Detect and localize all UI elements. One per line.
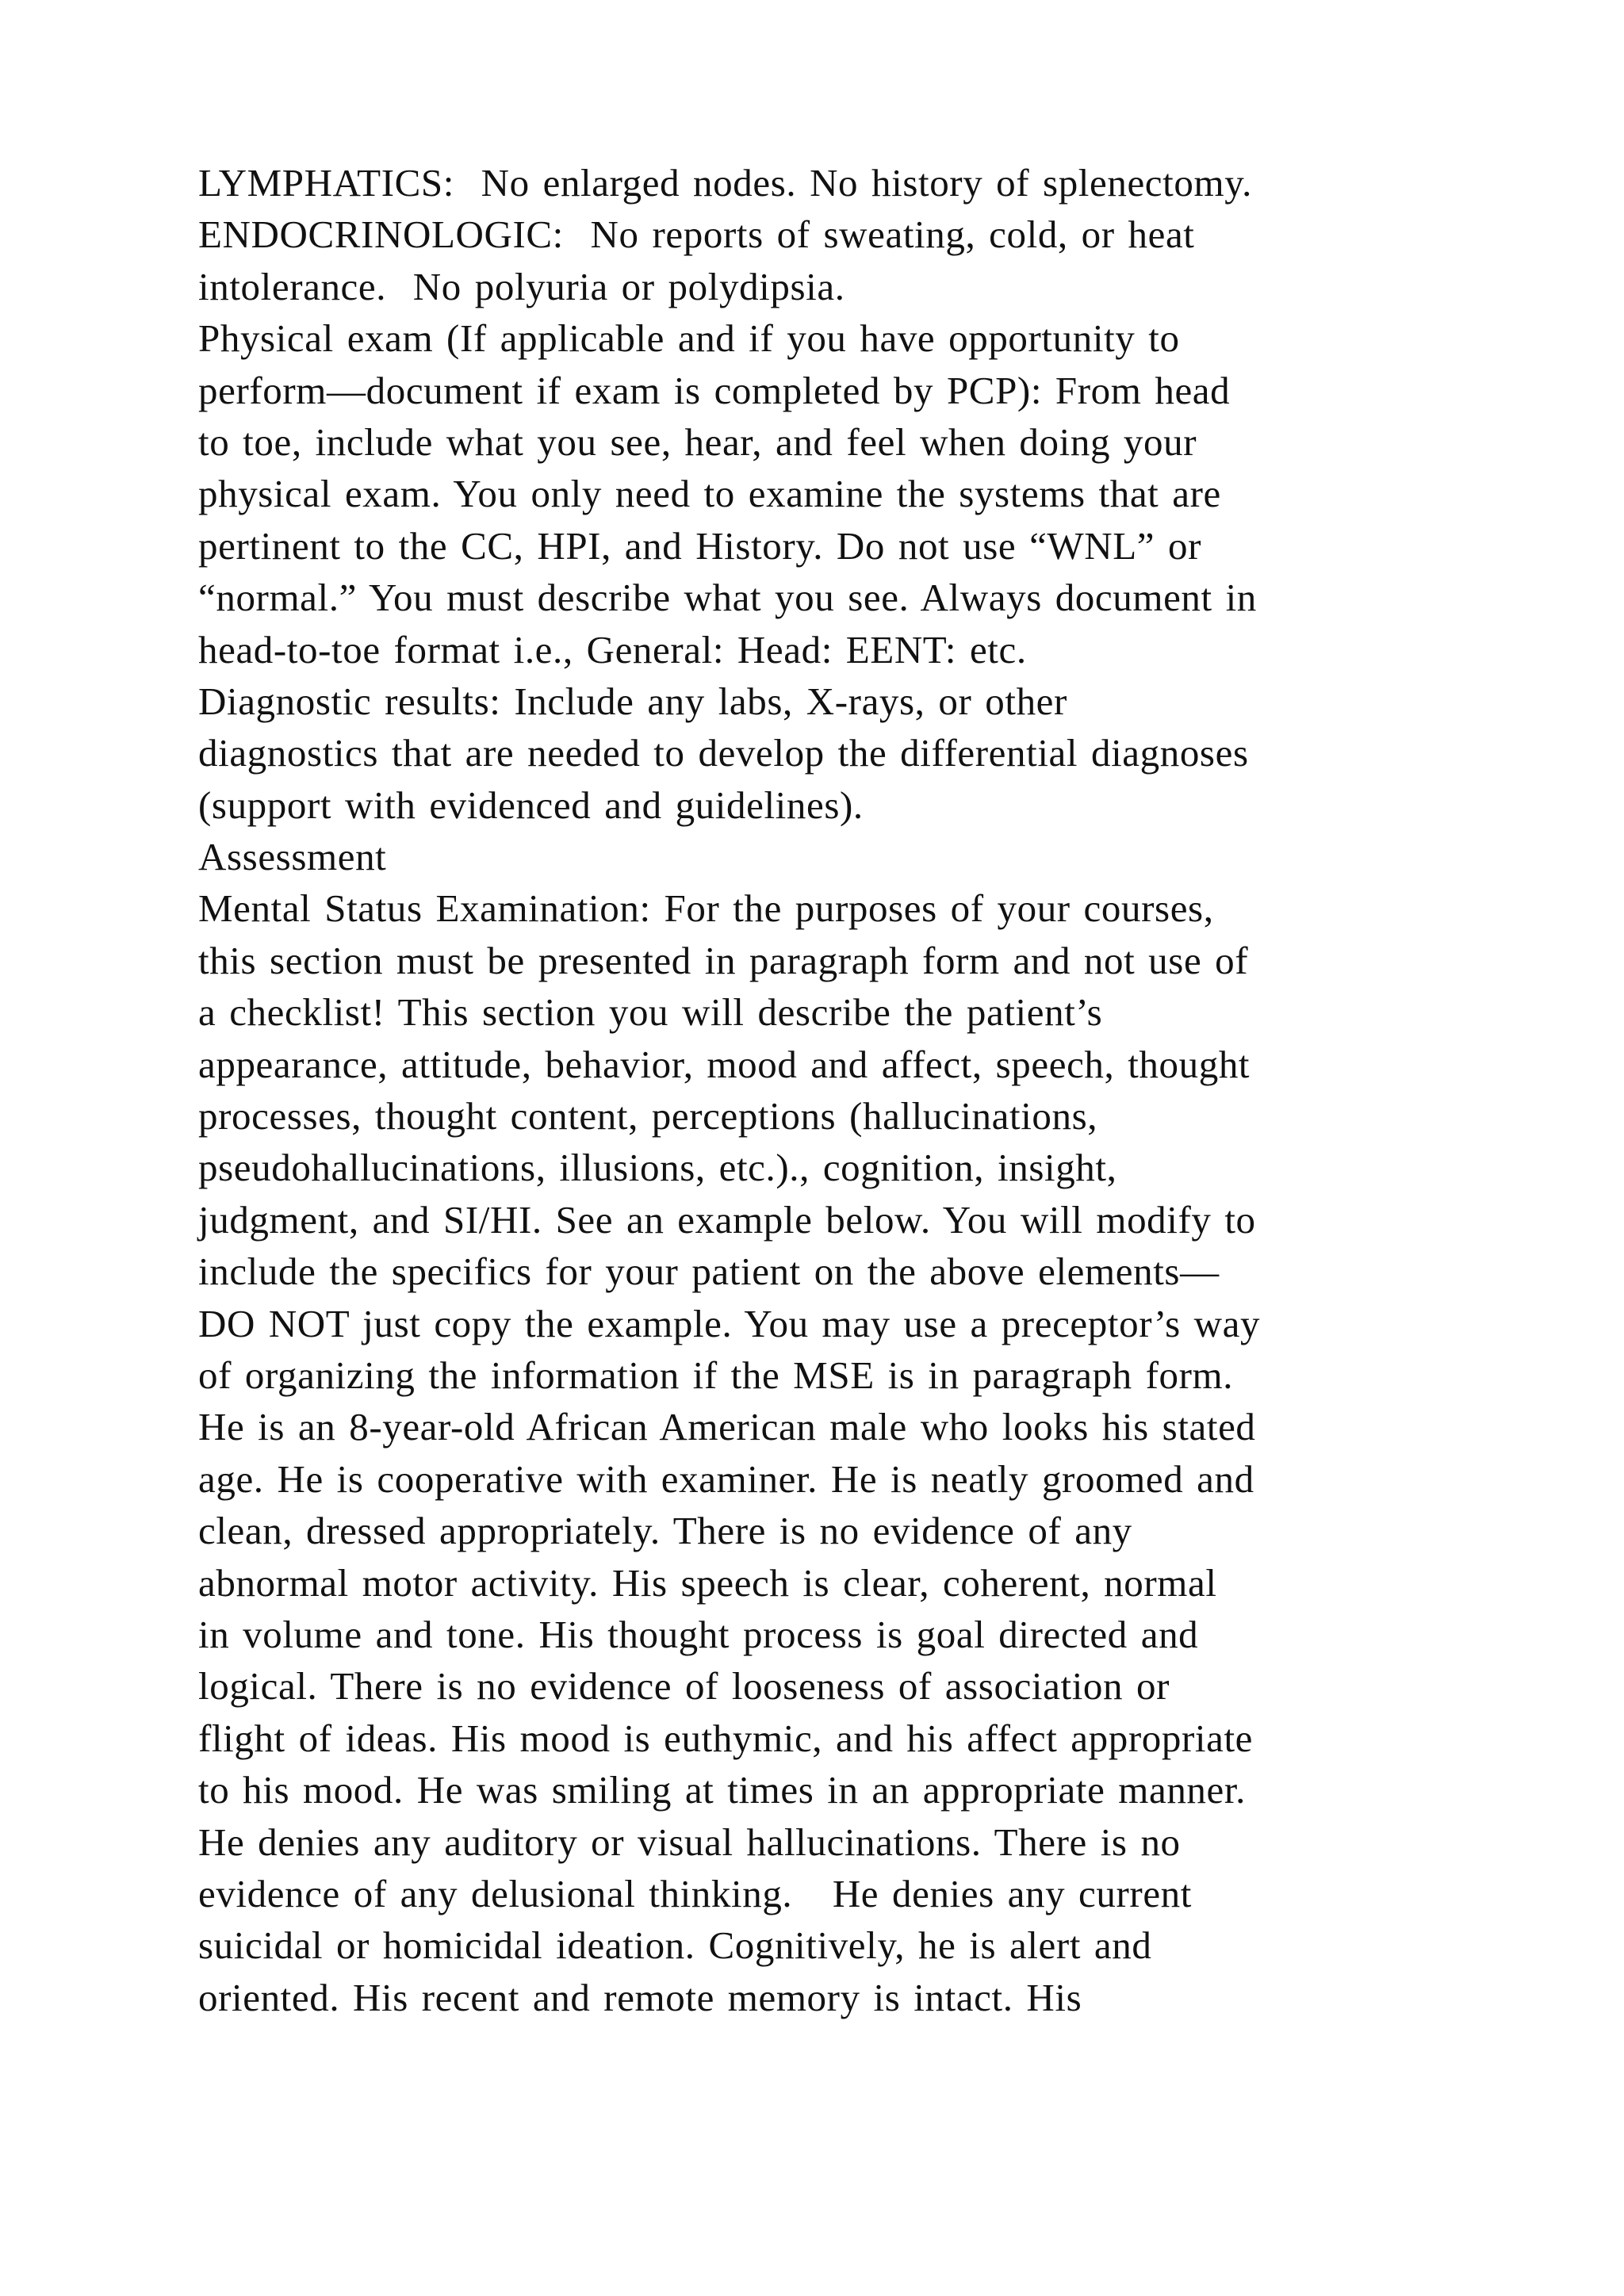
text-line: ENDOCRINOLOGIC: No reports of sweating, cold, or heat — [198, 212, 1195, 257]
text-line: include the specifics for your patient on the above elements— — [198, 1249, 1220, 1294]
text-line: perform—document if exam is completed by PCP): From head — [198, 368, 1231, 412]
text-line: Diagnostic results: Include any labs, X-rays, or other — [198, 679, 1067, 723]
text-line: suicidal or homicidal ideation. Cognitively, he is alert and — [198, 1923, 1152, 1968]
text-line: (support with evidenced and guidelines). — [198, 783, 864, 827]
text-line: processes, thought content, perceptions (hallucinations, — [198, 1094, 1098, 1138]
text-line: flight of ideas. His mood is euthymic, and his affect appropriate — [198, 1716, 1254, 1760]
text-line: head-to-toe format i.e., General: Head: EENT: etc. — [198, 627, 1027, 672]
text-line: diagnostics that are needed to develop the differential diagnoses — [198, 731, 1249, 775]
text-line: judgment, and SI/HI. See an example below. You will modify to — [198, 1197, 1256, 1242]
text-line: He is an 8-year-old African American male who looks his stated — [198, 1405, 1256, 1449]
text-line: pertinent to the CC, HPI, and History. Do not use “WNL” or — [198, 523, 1202, 568]
text-line: a checklist! This section you will describe the patient’s — [198, 990, 1103, 1035]
text-line: age. He is cooperative with examiner. He is neatly groomed and — [198, 1456, 1254, 1501]
text-line: Mental Status Examination: For the purposes of your courses, — [198, 886, 1214, 931]
text-line: to his mood. He was smiling at times in an appropriate manner. — [198, 1768, 1246, 1812]
text-line: this section must be presented in paragraph form and not use of — [198, 938, 1249, 982]
text-line: “normal.” You must describe what you see. Always document in — [198, 576, 1257, 620]
text-line: to toe, include what you see, hear, and feel when doing your — [198, 419, 1197, 464]
text-line: of organizing the information if the MSE is in paragraph form. — [198, 1353, 1234, 1397]
text-line: pseudohallucinations, illusions, etc.)., cognition, insight, — [198, 1146, 1117, 1190]
text-line: Physical exam (If applicable and if you have opportunity to — [198, 316, 1180, 361]
document-body — [198, 157, 1467, 2023]
text-line: in volume and tone. His thought process is goal directed and — [198, 1612, 1199, 1656]
text-line: logical. There is no evidence of looseness of association or — [198, 1664, 1170, 1709]
text-line: clean, dressed appropriately. There is no evidence of any — [198, 1509, 1132, 1553]
text-line: abnormal motor activity. His speech is clear, coherent, normal — [198, 1560, 1217, 1605]
text-line: He denies any auditory or visual hallucinations. There is no — [198, 1820, 1181, 1864]
text-line: oriented. His recent and remote memory is intact. His — [198, 1975, 1082, 2019]
text-line: LYMPHATICS: No enlarged nodes. No history of splenectomy. — [198, 161, 1252, 205]
text-line: DO NOT just copy the example. You may use a preceptor’s way — [198, 1301, 1261, 1345]
text-line: intolerance. No polyuria or polydipsia. — [198, 264, 845, 308]
text-line: evidence of any delusional thinking. He denies any current — [198, 1871, 1192, 1915]
text-line: appearance, attitude, behavior, mood and affect, speech, thought — [198, 1042, 1251, 1086]
section-heading-assessment: Assessment — [198, 835, 387, 879]
text-line: physical exam. You only need to examine the systems that are — [198, 472, 1221, 516]
